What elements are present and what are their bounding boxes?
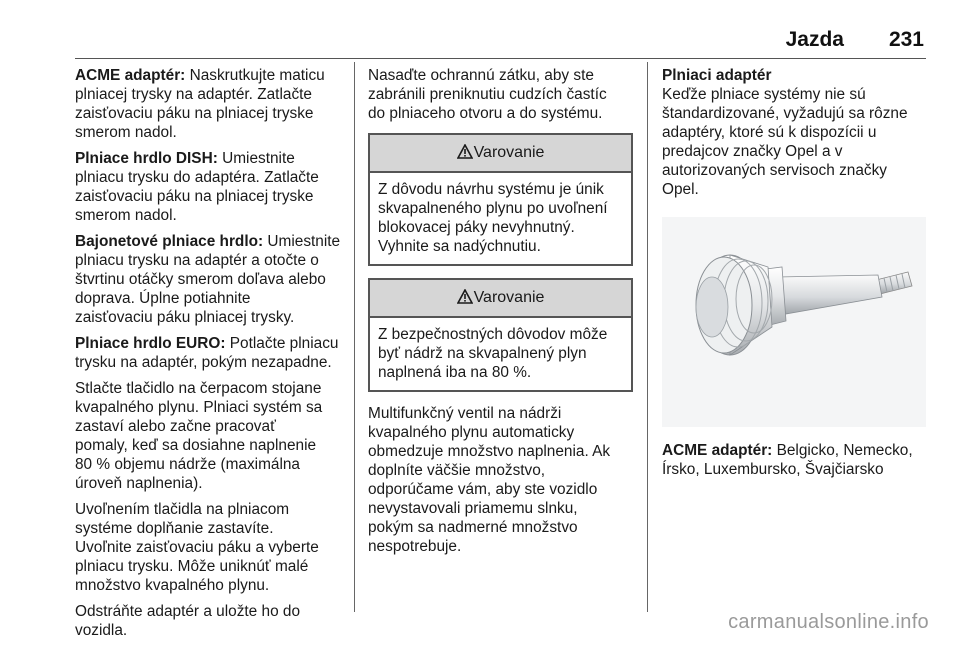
page-number: 231 [888, 28, 924, 51]
text-euro: Potlačte plniacu trysku na adaptér, pokým nezapadne. [75, 335, 339, 371]
column-middle [368, 66, 633, 563]
term-dish: Plniace hrdlo DISH: [75, 150, 218, 167]
warning-box [368, 133, 633, 266]
column-left [75, 66, 347, 647]
section-title: Jazda [785, 28, 844, 51]
paragraph-dish [75, 149, 347, 225]
warning-header [370, 135, 631, 173]
paragraph-release: Uvoľnením tlačidla na plniacom systéme doplňanie zastavíte. Uvoľnite zaisťovaciu páku a vyberte plniacu trysku. Môže uniknúť malé množstvo kvapalného plynu. [75, 501, 319, 594]
warning-text: Z dôvodu návrhu systému je únik skvapalneného plynu po uvoľnení blokovacej páky nevyhnutný. Vyhnite sa nadýchnutiu. [378, 181, 608, 255]
paragraph-acme [75, 66, 347, 142]
text-bayonet: Umiestnite plniacu trysku na adaptér a otočte o štvrtinu otáčky smerom doľava alebo doprava. Úplne potiahnite zaisťovaciu páku plniacej trysky. [75, 233, 341, 326]
caption-countries: Belgicko, Nemecko, Írsko, Luxembursko, Švajčiarsko [662, 442, 913, 478]
warning-box [368, 278, 633, 392]
column-right [662, 66, 928, 486]
section-heading: Plniaci adaptér [662, 67, 772, 84]
term-acme-caption: ACME adaptér: [662, 442, 773, 459]
paragraph-euro [75, 334, 347, 372]
term-bayonet: Bajonetové plniace hrdlo: [75, 233, 264, 250]
text-acme: Naskrutkujte maticu plniacej trysky na adaptér. Zatlačte zaisťovaciu páku na plniacej tryske smerom nadol. [75, 67, 325, 141]
paragraph-valve: Multifunkčný ventil na nádrži kvapalného plynu automaticky obmedzuje množstvo naplnenia. Ak doplníte väčšie množstvo, odporúčame vám, aby ste vozidlo nevystavovali priamemu slnku, pokým sa nadmerné množstvo nespotrebuje. [368, 405, 611, 555]
warning-text: Z bezpečnostných dôvodov môže byť nádrž na skvapalnený plyn naplnená iba na 80 %. [378, 326, 608, 381]
paragraph-pump: Stlačte tlačidlo na čerpacom stojane kvapalného plynu. Plniaci systém sa zastaví alebo začne pracovať pomaly, keď sa dosiahne naplnenie 80 % objemu nádrže (maximálna úroveň naplnenia). [75, 380, 323, 492]
warning-title: Varovanie [473, 289, 545, 306]
paragraph-adapters: Keďže plniace systémy nie sú štandardizované, vyžadujú sa rôzne adaptéry, ktoré sú k dispozícii u predajcov značky Opel a v autorizovaných servisoch značky Opel. [662, 86, 908, 198]
column-divider [647, 62, 648, 612]
header-rule [75, 58, 926, 59]
adapter-illustration [662, 217, 926, 427]
watermark: carmanualsonline.info [728, 611, 929, 633]
paragraph-bayonet [75, 232, 347, 327]
warning-triangle-icon [457, 144, 473, 159]
page-header [75, 28, 926, 54]
term-euro: Plniace hrdlo EURO: [75, 335, 226, 352]
acme-adapter-icon [662, 217, 926, 427]
figure-caption [662, 441, 928, 479]
warning-header [370, 280, 631, 318]
warning-triangle-icon [457, 289, 473, 304]
paragraph-remove: Odstráňte adaptér a uložte ho do vozidla. [75, 603, 301, 639]
warning-title: Varovanie [473, 144, 545, 161]
term-acme: ACME adaptér: [75, 67, 186, 84]
paragraph-cap: Nasaďte ochrannú zátku, aby ste zabránili preniknutiu cudzích častíc do plniaceho otvoru a do systému. [368, 67, 607, 122]
column-divider [354, 62, 355, 612]
text-dish: Umiestnite plniacu trysku do adaptéra. Zatlačte zaisťovaciu páku na plniacej tryske smerom nadol. [75, 150, 319, 224]
